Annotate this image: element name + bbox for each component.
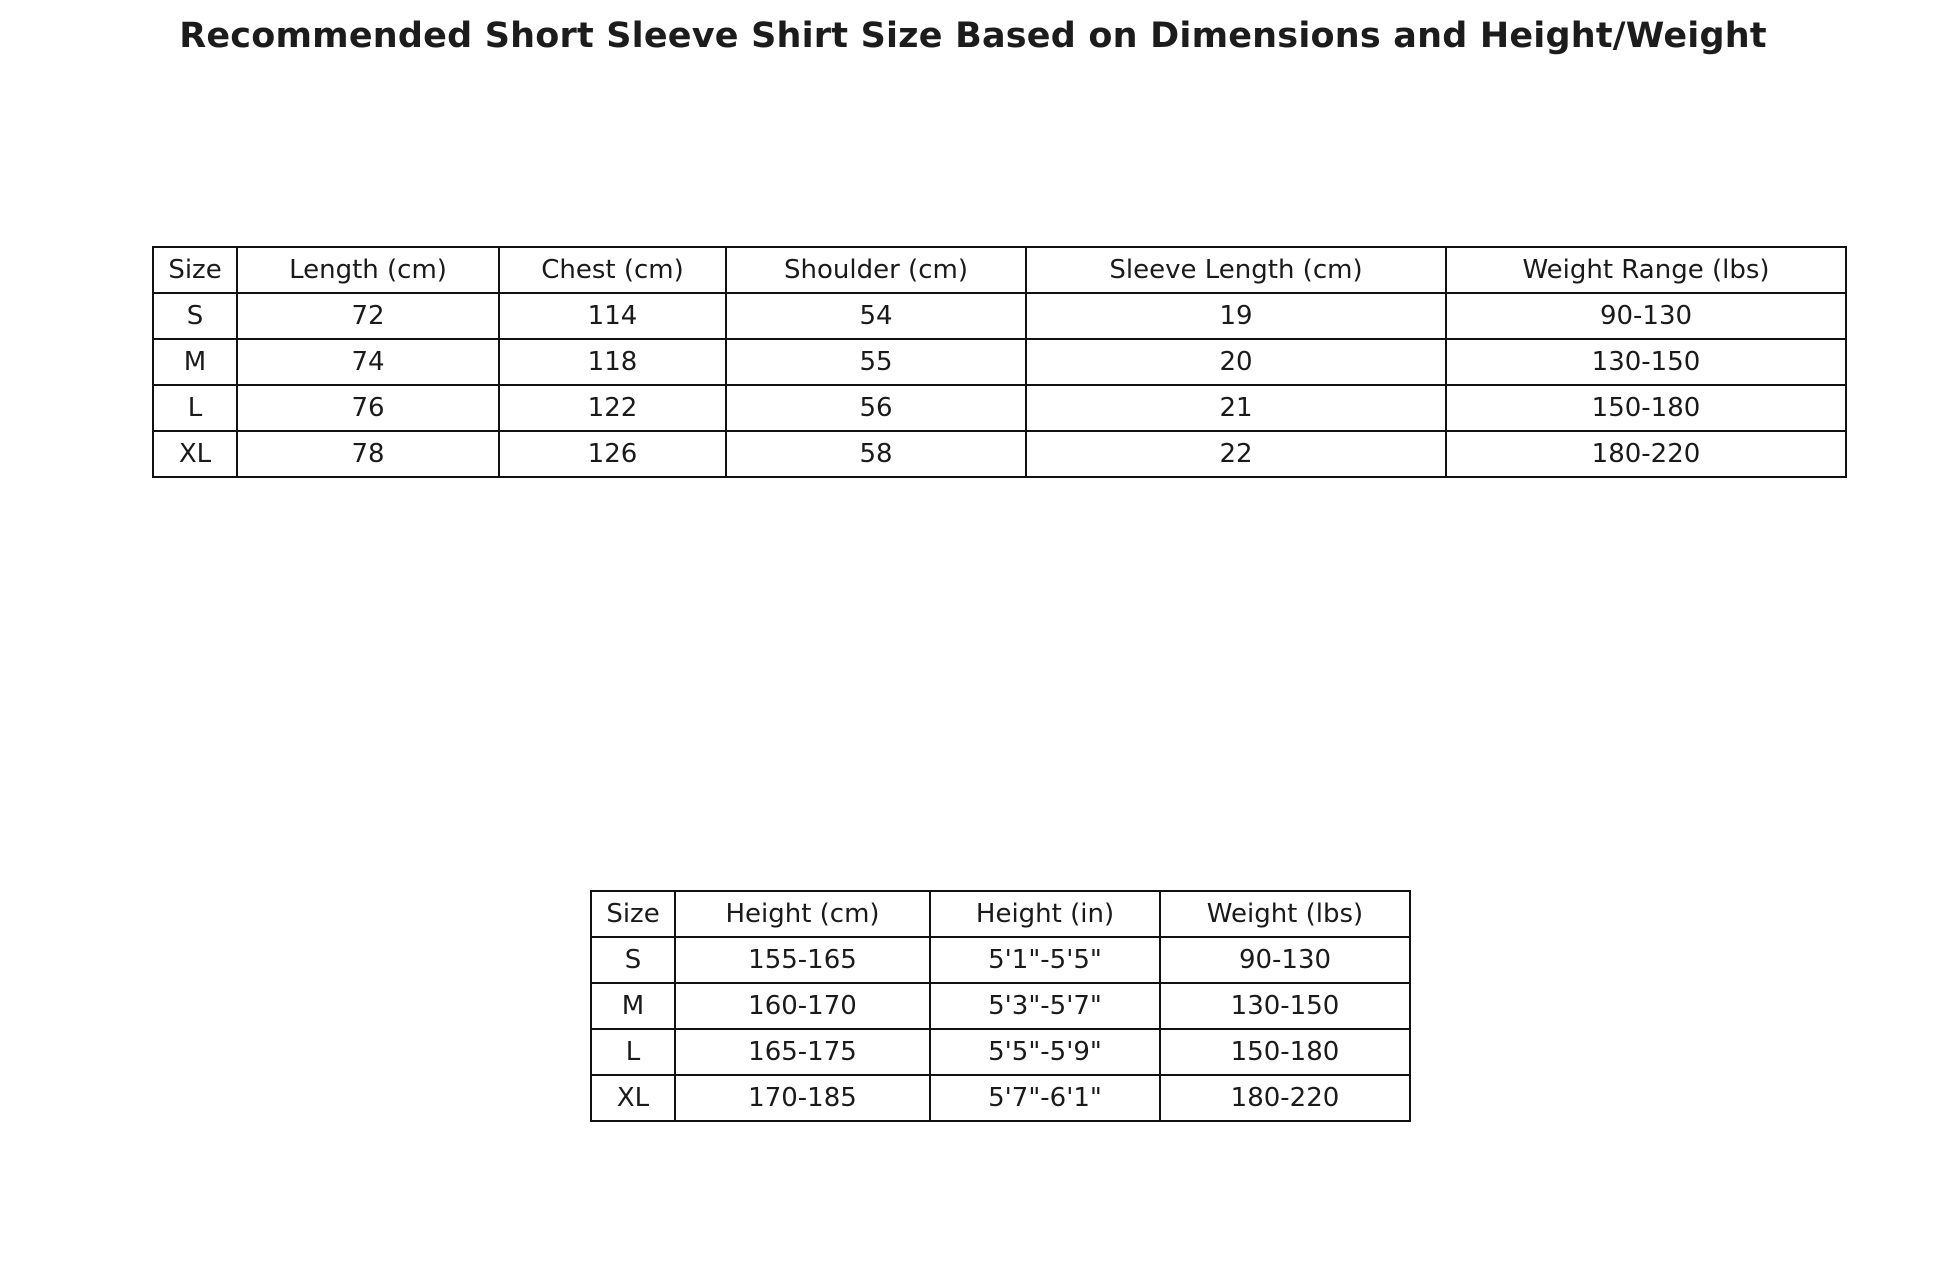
cell-size: L <box>591 1029 675 1075</box>
table-row <box>591 937 1410 983</box>
cell-weight-range: 150-180 <box>1446 385 1846 431</box>
dimensions-table-container <box>152 246 1847 478</box>
cell-chest: 118 <box>499 339 726 385</box>
column-header-shoulder: Shoulder (cm) <box>726 247 1026 293</box>
cell-weight: 130-150 <box>1160 983 1410 1029</box>
cell-length: 72 <box>237 293 499 339</box>
cell-height-cm: 160-170 <box>675 983 930 1029</box>
cell-height-in: 5'5"-5'9" <box>930 1029 1160 1075</box>
cell-size: XL <box>153 431 237 477</box>
cell-sleeve-length: 21 <box>1026 385 1446 431</box>
cell-size: L <box>153 385 237 431</box>
column-header-sleeve-length: Sleeve Length (cm) <box>1026 247 1446 293</box>
cell-chest: 114 <box>499 293 726 339</box>
table-header-row <box>591 891 1410 937</box>
cell-length: 76 <box>237 385 499 431</box>
table-row <box>591 1075 1410 1121</box>
page-title: Recommended Short Sleeve Shirt Size Based on Dimensions and Height/Weight <box>179 16 1767 56</box>
cell-height-cm: 155-165 <box>675 937 930 983</box>
cell-height-cm: 165-175 <box>675 1029 930 1075</box>
column-header-chest: Chest (cm) <box>499 247 726 293</box>
cell-sleeve-length: 19 <box>1026 293 1446 339</box>
column-header-size: Size <box>591 891 675 937</box>
heightweight-table-container <box>590 890 1411 1122</box>
column-header-weight: Weight (lbs) <box>1160 891 1410 937</box>
cell-length: 78 <box>237 431 499 477</box>
cell-size: S <box>153 293 237 339</box>
cell-chest: 126 <box>499 431 726 477</box>
cell-size: S <box>591 937 675 983</box>
table-row <box>591 1029 1410 1075</box>
cell-shoulder: 54 <box>726 293 1026 339</box>
table-header-row <box>153 247 1846 293</box>
cell-height-cm: 170-185 <box>675 1075 930 1121</box>
cell-length: 74 <box>237 339 499 385</box>
cell-shoulder: 58 <box>726 431 1026 477</box>
table-row <box>153 339 1846 385</box>
table-row <box>153 431 1846 477</box>
cell-size: XL <box>591 1075 675 1121</box>
cell-size: M <box>591 983 675 1029</box>
cell-weight: 180-220 <box>1160 1075 1410 1121</box>
shirt-dimensions-table <box>152 246 1847 478</box>
table-row <box>153 385 1846 431</box>
cell-weight: 90-130 <box>1160 937 1410 983</box>
cell-shoulder: 56 <box>726 385 1026 431</box>
column-header-length: Length (cm) <box>237 247 499 293</box>
table-row <box>153 293 1846 339</box>
cell-size: M <box>153 339 237 385</box>
cell-height-in: 5'7"-6'1" <box>930 1075 1160 1121</box>
column-header-height-in: Height (in) <box>930 891 1160 937</box>
cell-shoulder: 55 <box>726 339 1026 385</box>
column-header-weight-range: Weight Range (lbs) <box>1446 247 1846 293</box>
cell-weight-range: 90-130 <box>1446 293 1846 339</box>
cell-height-in: 5'1"-5'5" <box>930 937 1160 983</box>
cell-sleeve-length: 20 <box>1026 339 1446 385</box>
cell-weight-range: 180-220 <box>1446 431 1846 477</box>
cell-height-in: 5'3"-5'7" <box>930 983 1160 1029</box>
cell-sleeve-length: 22 <box>1026 431 1446 477</box>
column-header-size: Size <box>153 247 237 293</box>
cell-weight-range: 130-150 <box>1446 339 1846 385</box>
column-header-height-cm: Height (cm) <box>675 891 930 937</box>
table-row <box>591 983 1410 1029</box>
height-weight-table <box>590 890 1411 1122</box>
cell-chest: 122 <box>499 385 726 431</box>
cell-weight: 150-180 <box>1160 1029 1410 1075</box>
